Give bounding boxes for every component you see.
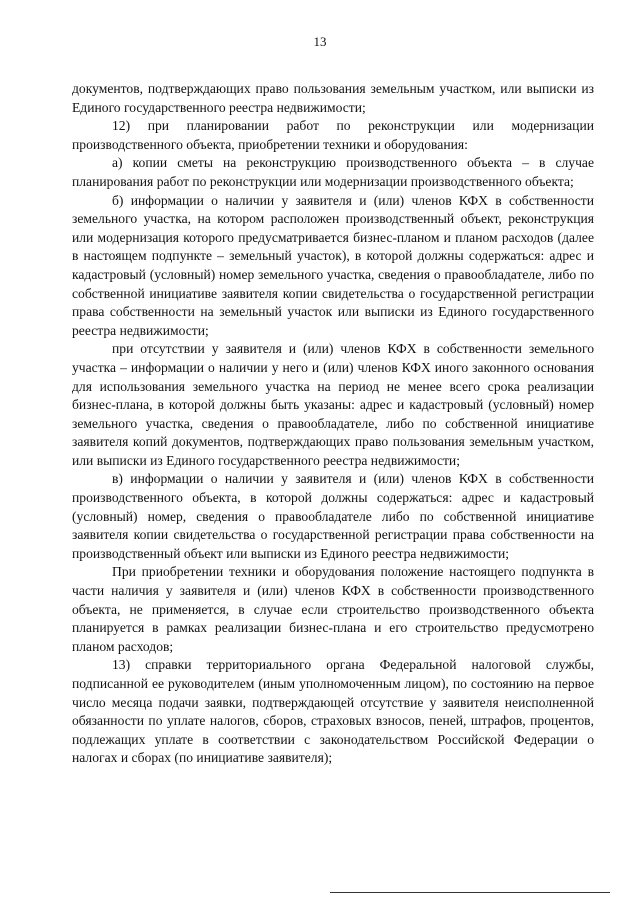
- paragraph-subitem-a: а) копии сметы на реконструкцию производственного объекта – в случае планирования работ по реконструкции или модернизации производственного объекта;: [72, 155, 594, 189]
- paragraph-continuation: документов, подтверждающих право пользования земельным участком, или выписки из Единого государственного реестра недвижимости;: [72, 81, 594, 115]
- paragraph-equipment-note: При приобретении техники и оборудования положение настоящего подпункта в части наличия у заявителя и (или) членов КФХ в собственности производственного объекта, не применяется, в случае если строительство производственного объекта планируется в рамках реализации бизнес-плана и его строительство предусмотрено планом расходов;: [72, 564, 594, 654]
- paragraph-item-13: 13) справки территориального органа Федеральной налоговой службы, подписанной ее руководителем (иным уполномоченным лицом), по состоянию на первое число месяца подачи заявки, подтверждающей отсутствие у заявителя неисполненной обязанности по уплате налогов, сборов, страховых взносов, пеней, штрафов, процентов, подлежащих уплате в соответствии с законодательством Российской Федерации о налогах и сборах (по инициативе заявителя);: [72, 657, 594, 766]
- paragraph-subitem-b: б) информации о наличии у заявителя и (или) членов КФХ в собственности земельного участка, на котором расположен производственный объект, реконструкция или модернизация которого предусматривается бизнес-планом и планом расходов (далее в настоящем подпункте – земельный участок), в которой должны содержаться: адрес и кадастровый (условный) номер земельного участка, сведения о правообладателе, либо по собственной инициативе заявителя копии свидетельства о государственной регистрации права собственности на земельный участок или выписки из Единого государственного реестра недвижимости;: [72, 192, 594, 338]
- document-body: [72, 80, 594, 768]
- paragraph-item-12: 12) при планировании работ по реконструкции или модернизации производственного объекта, приобретении техники и оборудования:: [72, 118, 594, 152]
- bottom-rule: [330, 892, 610, 893]
- page-number: 13: [313, 34, 327, 49]
- paragraph-subitem-v: в) информации о наличии у заявителя и (или) членов КФХ в собственности производственного объекта, в которой должны содержаться: адрес и кадастровый (условный) номер, сведения о правообладателе либо по собственной инициативе заявителя копии свидетельства о государственной регистрации права собственности на производственный объект или выписки из Единого реестра недвижимости;: [72, 471, 594, 561]
- paragraph-no-ownership: при отсутствии у заявителя и (или) членов КФХ в собственности земельного участка – информации о наличии у него и (или) членов КФХ иного законного основания для использования земельного участка на период не менее всего срока реализации бизнес-плана, в которой должны быть указаны: адрес и кадастровый (условный) номер земельного участка, сведения о правообладателе, либо по собственной инициативе заявителя копий документов, подтверждающих право пользования земельным участком, или выписки из Единого государственного реестра недвижимости;: [72, 341, 594, 468]
